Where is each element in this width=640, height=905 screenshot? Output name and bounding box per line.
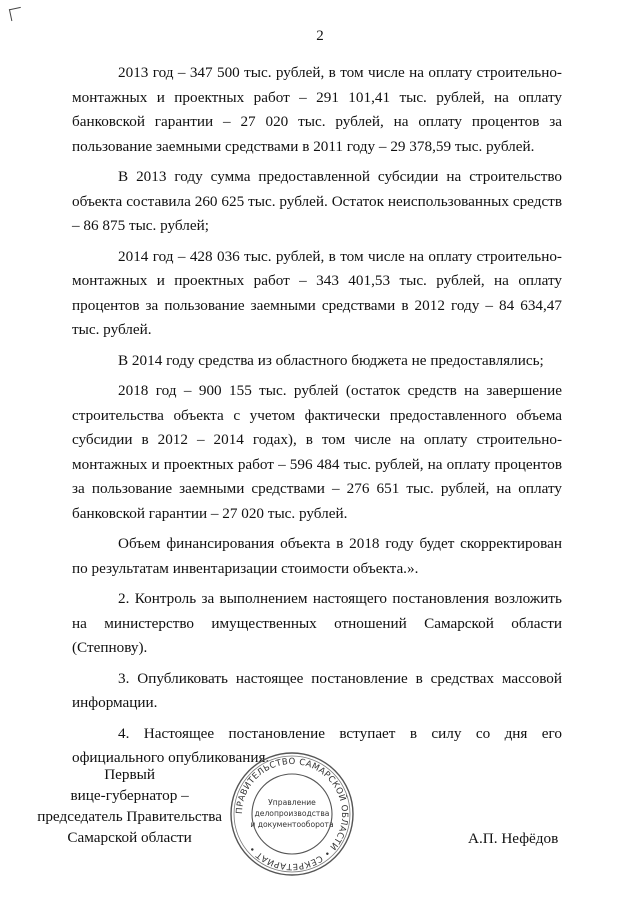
seal-inner-line: делопроизводства: [254, 809, 330, 818]
seal-inner-line: и документооборота: [250, 820, 334, 829]
signatory-position-line: Самарской области: [67, 829, 192, 846]
paragraph-item-4-effective: 4. Настоящее постановление вступает в силу со дня его официального опубликования.: [72, 724, 562, 766]
document-body: [72, 61, 562, 777]
official-seal: [228, 750, 356, 878]
paragraph-2013-funding: 2013 год – 347 500 тыс. рублей, в том числе на оплату строительно-монтажных и проектных работ – 291 101,41 тыс. рублей, на оплату банковской гарантии – 27 020 тыс. рублей, на оплату процентов за пользование заемными средствами в 2011 году – 29 378,59 тыс. рублей.: [72, 64, 562, 155]
signatory-position-line: Первый: [104, 766, 155, 783]
seal-inner-line: Управление: [268, 798, 316, 807]
page-number: 2: [316, 28, 324, 44]
signatory-position-line: председатель Правительства: [37, 808, 222, 825]
paragraph-2013-subsidy: В 2013 году сумма предоставленной субсидии на строительство объекта составила 260 625 тыс. рублей. Остаток неиспользованных средств – 86 875 тыс. рублей;: [72, 168, 562, 234]
paragraph-2014-funding: 2014 год – 428 036 тыс. рублей, в том числе на оплату строительно-монтажных и проектных работ – 343 401,53 тыс. рублей, на оплату процентов за пользование заемными средствами в 2012 году – 84 634,47 тыс. рублей.: [72, 247, 562, 338]
paragraph-2018-adjustment: Объем финансирования объекта в 2018 году будет скорректирован по результатам инвентаризации стоимости объекта.».: [72, 535, 562, 577]
paragraph-2014-no-funds: В 2014 году средства из областного бюджета не предоставлялись;: [118, 351, 544, 369]
signatory-position-line: вице-губернатор –: [70, 787, 189, 804]
seal-ring-text: ПРАВИТЕЛЬСТВО САМАРСКОЙ ОБЛАСТИ • СЕКРЕТАРИАТ •: [234, 756, 350, 872]
paragraph-item-2-control: 2. Контроль за выполнением настоящего постановления возложить на министерство имущественных отношений Самарской области (Степнову).: [72, 590, 562, 656]
paragraph-item-3-publish: 3. Опубликовать настоящее постановление в средствах массовой информации.: [72, 669, 562, 711]
scan-corner-mark: [9, 7, 23, 21]
paragraph-2018-funding: 2018 год – 900 155 тыс. рублей (остаток средств на завершение строительства объекта с учетом фактически предоставленного объема субсидии в 2012 – 2014 годах), в том числе на оплату строительно-монтажных и проектных работ – 596 484 тыс. рублей, на оплату процентов за пользование заемными средствами – 276 651 тыс. рублей, на оплату банковской гарантии – 27 020 тыс. рублей.: [72, 382, 562, 522]
signatory-position: [37, 764, 222, 848]
signatory-name: А.П. Нефёдов: [468, 830, 559, 847]
